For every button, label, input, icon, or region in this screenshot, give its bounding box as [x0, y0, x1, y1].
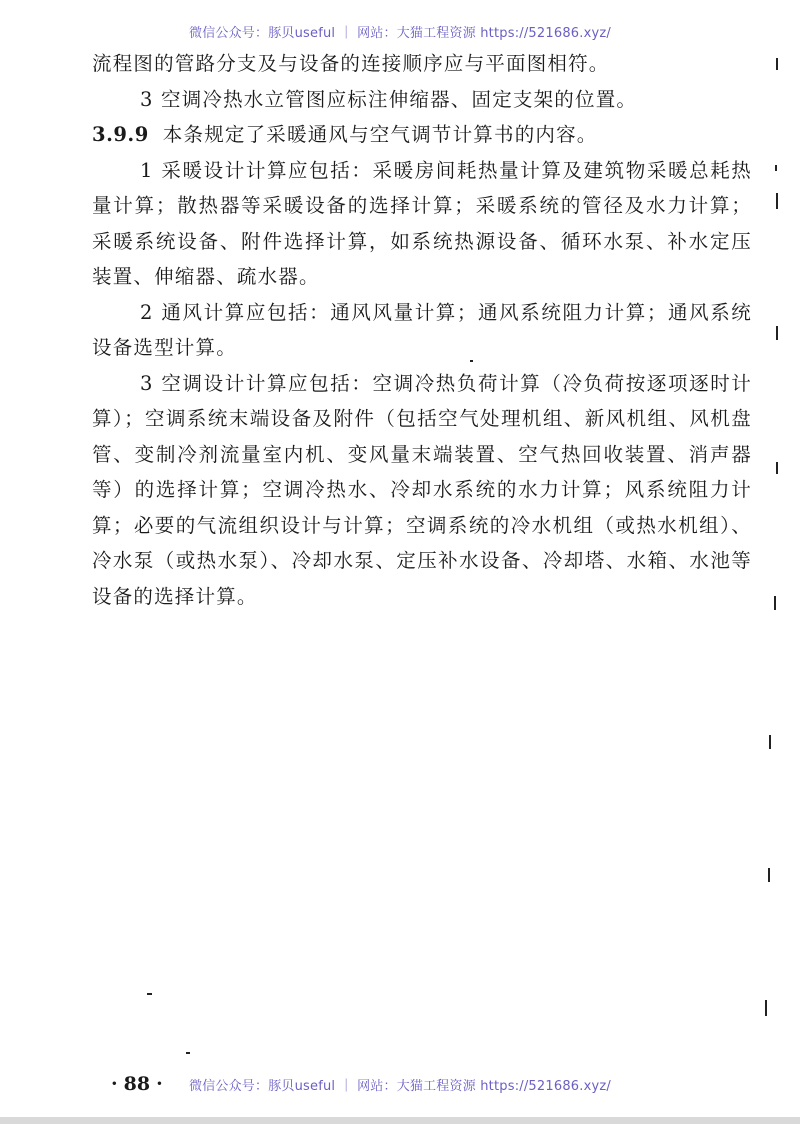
page-number-value: 88 — [123, 1073, 151, 1095]
scan-mark — [776, 58, 778, 70]
scan-mark — [776, 326, 778, 340]
paragraph-heating — [92, 153, 752, 295]
paragraph-1-text: 流程图的管路分支及与设备的连接顺序应与平面图相符。 — [92, 52, 610, 75]
section-3-9-9-text: 本条规定了采暖通风与空气调节计算书的内容。 — [162, 123, 598, 146]
scan-mark — [765, 1000, 767, 1016]
scan-mark — [186, 1052, 190, 1054]
scan-mark — [768, 868, 770, 882]
paragraph-1 — [92, 46, 752, 82]
paragraph-ventilation — [92, 295, 752, 366]
section-3-9-9 — [92, 117, 752, 153]
scan-mark — [775, 165, 777, 171]
page-number-dot-right: · — [156, 1073, 163, 1095]
scan-mark — [776, 193, 778, 209]
scan-mark — [774, 596, 776, 610]
paragraph-air-conditioning — [92, 366, 752, 615]
document-body — [92, 46, 752, 614]
watermark-top: 微信公众号：豚贝useful ｜ 网站：大猫工程资源 https://521686.xyz/ — [189, 26, 611, 41]
scan-mark — [147, 993, 152, 995]
paragraph-heating-text: 1 采暖设计计算应包括：采暖房间耗热量计算及建筑物采暖总耗热量计算；散热器等采暖设备的选择计算；采暖系统的管径及水力计算；采暖系统设备、附件选择计算，如系统热源设备、循环水泵、补水定压装置、伸缩器、疏水器。 — [92, 158, 752, 288]
page-bottom-edge — [0, 1117, 800, 1124]
scan-mark — [769, 735, 771, 749]
scan-mark — [470, 360, 473, 362]
paragraph-ventilation-text: 2 通风计算应包括：通风风量计算；通风系统阻力计算；通风系统设备选型计算。 — [92, 300, 752, 359]
scan-mark — [776, 462, 778, 474]
page-number-dot-left: · — [111, 1073, 118, 1095]
watermark-bottom: 微信公众号：豚贝useful ｜ 网站：大猫工程资源 https://521686.xyz/ — [189, 1079, 611, 1094]
paragraph-2-text: 3 空调冷热水立管图应标注伸缩器、固定支架的位置。 — [140, 87, 638, 111]
paragraph-air-conditioning-text: 3 空调设计计算应包括：空调冷热负荷计算（冷负荷按逐项逐时计算）；空调系统末端设备及附件（包括空气处理机组、新风机组、风机盘管、变制冷剂流量室内机、变风量末端装置、空气热回收装置、消声器等）的选择计算；空调冷热水、冷却水系统的水力计算；风系统阻力计算；必要的气流组织设计与计算；空调系统的冷水机组（或热水机组）、冷水泵（或热水泵）、冷却水泵、定压补水设备、冷却塔、水箱、水池等设备的选择计算。 — [92, 371, 752, 608]
paragraph-2 — [92, 82, 752, 118]
section-number: 3.9.9 — [92, 123, 149, 146]
